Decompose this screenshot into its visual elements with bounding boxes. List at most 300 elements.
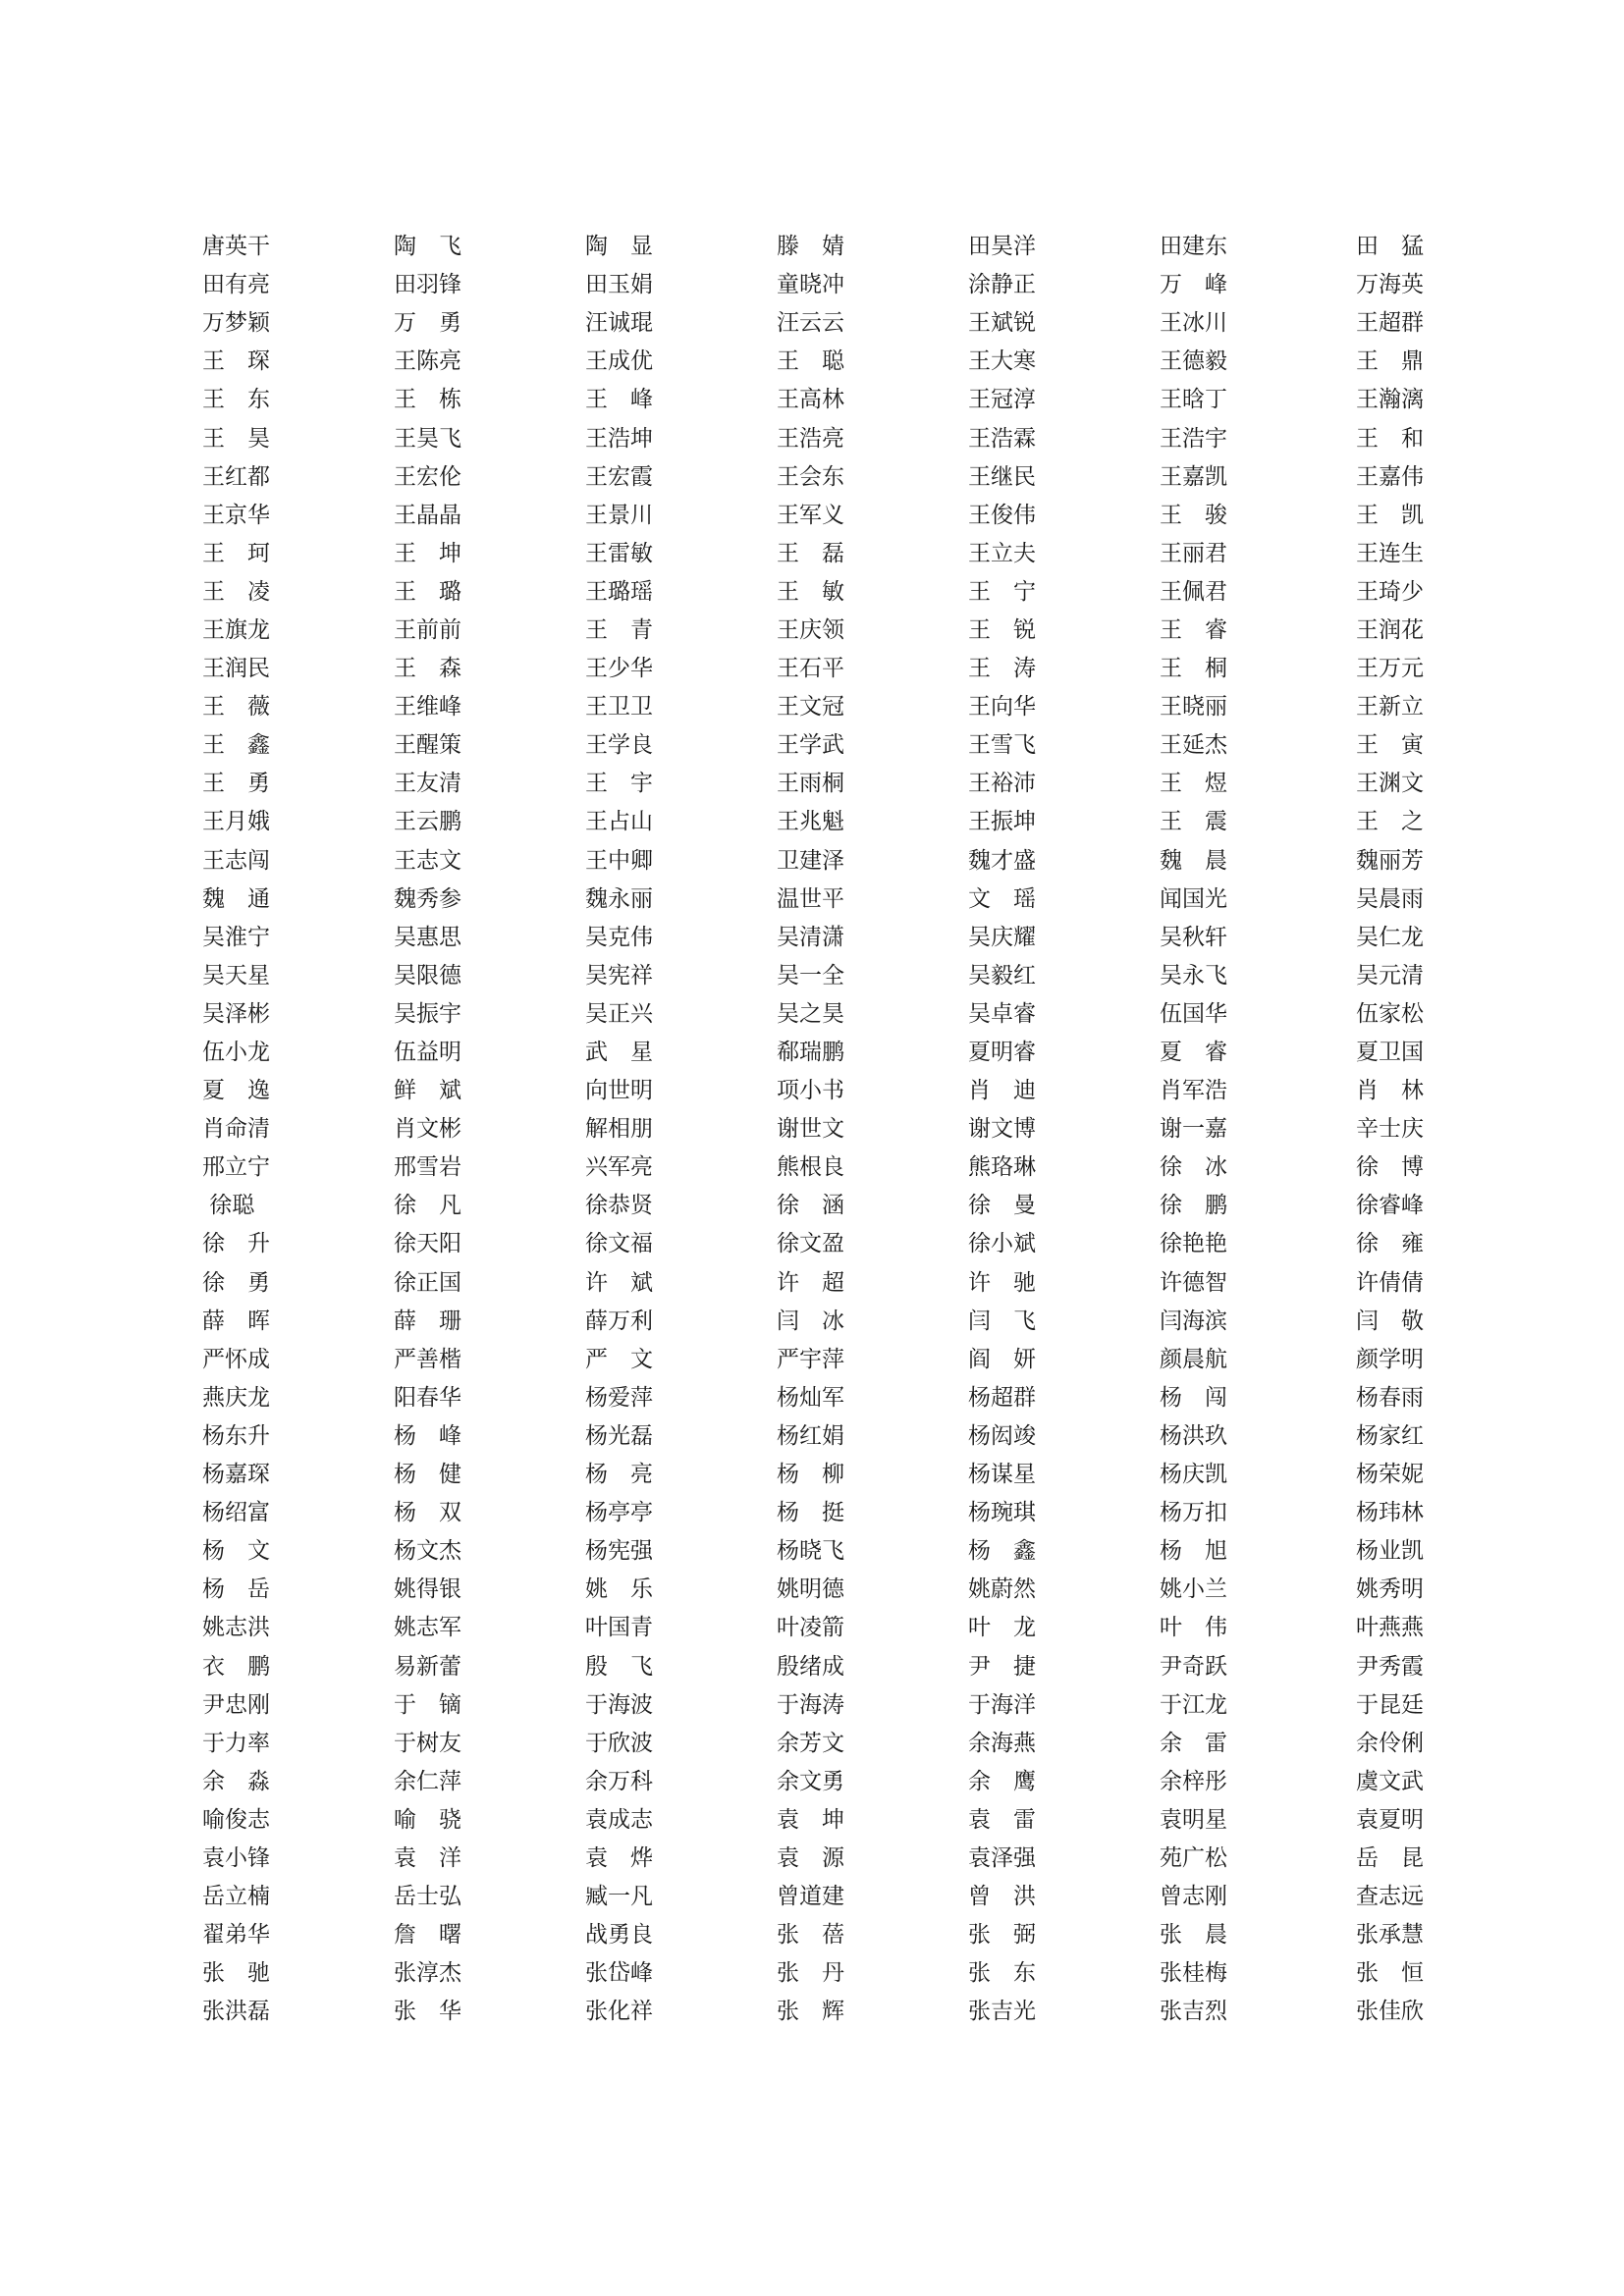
name-cell: 殷 飞 [585, 1653, 653, 1680]
name-cell: 解相朋 [585, 1116, 653, 1143]
name-cell: 王雨桐 [777, 771, 844, 797]
name-cell: 王 震 [1160, 809, 1227, 835]
name-cell: 苑广松 [1160, 1844, 1227, 1871]
name-cell: 杨家红 [1356, 1422, 1424, 1449]
name-cell: 许德智 [1160, 1269, 1227, 1296]
name-cell: 鲜 斌 [394, 1078, 461, 1104]
name-cell: 王雪飞 [968, 732, 1036, 759]
name-cell: 王宏伦 [394, 463, 461, 490]
name-cell: 王京华 [202, 502, 270, 528]
name-cell: 叶燕燕 [1356, 1615, 1424, 1641]
name-cell: 余海燕 [968, 1730, 1036, 1756]
name-cell: 王 薇 [202, 694, 270, 721]
name-cell: 徐恭贤 [585, 1193, 653, 1219]
name-cell: 徐睿峰 [1356, 1193, 1424, 1219]
name-cell: 杨亭亭 [585, 1500, 653, 1526]
name-cell: 王 磊 [777, 540, 844, 566]
name-cell: 于树友 [394, 1730, 461, 1756]
name-cell: 余梓彤 [1160, 1768, 1227, 1794]
name-cell: 王浩亮 [777, 425, 844, 452]
name-cell: 王 聪 [777, 348, 844, 375]
name-cell: 王 栋 [394, 387, 461, 413]
name-cell: 王 桐 [1160, 656, 1227, 682]
name-cell: 吴泽彬 [202, 1000, 270, 1027]
name-cell: 张岱峰 [585, 1960, 653, 1987]
name-cell: 王万元 [1356, 656, 1424, 682]
name-cell: 肖军浩 [1160, 1078, 1227, 1104]
name-cell: 肖文彬 [394, 1116, 461, 1143]
name-cell: 袁 烨 [585, 1844, 653, 1871]
name-cell: 袁小锋 [202, 1844, 270, 1871]
name-cell: 严 文 [585, 1346, 653, 1372]
name-cell: 王向华 [968, 694, 1036, 721]
name-row [202, 1456, 1430, 1494]
name-cell: 王志文 [394, 847, 461, 874]
name-cell: 王 东 [202, 387, 270, 413]
name-cell: 王晓丽 [1160, 694, 1227, 721]
name-cell: 徐 曼 [968, 1193, 1036, 1219]
name-cell: 王昊飞 [394, 425, 461, 452]
name-cell: 王 鼎 [1356, 348, 1424, 375]
name-row [202, 1725, 1430, 1763]
name-row [202, 1954, 1430, 1993]
name-cell: 姚 乐 [585, 1576, 653, 1603]
name-cell: 徐聪 [202, 1193, 255, 1219]
name-row [202, 1801, 1430, 1840]
name-cell: 王高林 [777, 387, 844, 413]
name-cell: 王继民 [968, 463, 1036, 490]
name-cell: 吴之昊 [777, 1000, 844, 1027]
name-cell: 王连生 [1356, 540, 1424, 566]
name-cell: 袁夏明 [1356, 1806, 1424, 1833]
name-cell: 阳春华 [394, 1384, 461, 1411]
name-row [202, 957, 1430, 995]
name-cell: 王 森 [394, 656, 461, 682]
name-cell: 叶凌箭 [777, 1615, 844, 1641]
name-cell: 余文勇 [777, 1768, 844, 1794]
name-cell: 姚明德 [777, 1576, 844, 1603]
name-cell: 伍家松 [1356, 1000, 1424, 1027]
name-cell: 王 琛 [202, 348, 270, 375]
name-cell: 王陈亮 [394, 348, 461, 375]
name-cell: 王浩宇 [1160, 425, 1227, 452]
name-cell: 谢文博 [968, 1116, 1036, 1143]
name-cell: 陶 飞 [394, 234, 461, 260]
name-cell: 张承慧 [1356, 1922, 1424, 1949]
name-cell: 王嘉伟 [1356, 463, 1424, 490]
name-cell: 谢世文 [777, 1116, 844, 1143]
name-row [202, 419, 1430, 457]
name-cell: 吴元清 [1356, 962, 1424, 988]
name-row [202, 842, 1430, 881]
name-cell: 王旗龙 [202, 616, 270, 643]
name-cell: 卫建泽 [777, 847, 844, 874]
name-row [202, 650, 1430, 688]
name-cell: 曾志刚 [1160, 1884, 1227, 1910]
name-cell: 喻 骁 [394, 1806, 461, 1833]
name-cell: 徐小斌 [968, 1231, 1036, 1257]
name-cell: 杨万扣 [1160, 1500, 1227, 1526]
name-cell: 杨玮林 [1356, 1500, 1424, 1526]
name-cell: 翟弟华 [202, 1922, 270, 1949]
name-row [202, 458, 1430, 497]
name-row [202, 1494, 1430, 1532]
name-cell: 邢立宁 [202, 1154, 270, 1181]
name-row [202, 1303, 1430, 1341]
name-row [202, 343, 1430, 381]
name-cell: 袁泽强 [968, 1844, 1036, 1871]
name-cell: 王 骏 [1160, 502, 1227, 528]
name-cell: 杨庆凯 [1160, 1462, 1227, 1488]
name-cell: 王景川 [585, 502, 653, 528]
name-cell: 徐 冰 [1160, 1154, 1227, 1181]
name-row [202, 304, 1430, 343]
name-cell: 杨灿军 [777, 1384, 844, 1411]
name-cell: 田玉娟 [585, 272, 653, 298]
name-cell: 杨 鑫 [968, 1538, 1036, 1565]
name-cell: 王军义 [777, 502, 844, 528]
name-row [202, 1341, 1430, 1379]
name-cell: 王 凯 [1356, 502, 1424, 528]
name-row [202, 1571, 1430, 1609]
name-cell: 喻俊志 [202, 1806, 270, 1833]
name-cell: 温世平 [777, 885, 844, 912]
name-cell: 向世明 [585, 1078, 653, 1104]
name-cell: 杨绍富 [202, 1500, 270, 1526]
name-cell: 田羽锋 [394, 272, 461, 298]
name-cell: 张化祥 [585, 1999, 653, 2025]
name-cell: 杨光磊 [585, 1422, 653, 1449]
name-cell: 袁 雷 [968, 1806, 1036, 1833]
name-cell: 王 敏 [777, 578, 844, 605]
name-cell: 王红都 [202, 463, 270, 490]
name-row [202, 497, 1430, 535]
name-cell: 王 之 [1356, 809, 1424, 835]
name-cell: 王渊文 [1356, 771, 1424, 797]
name-row [202, 1609, 1430, 1647]
name-cell: 袁 坤 [777, 1806, 844, 1833]
name-cell: 徐 凡 [394, 1193, 461, 1219]
name-cell: 王石平 [777, 656, 844, 682]
name-cell: 吴毅红 [968, 962, 1036, 988]
name-cell: 燕庆龙 [202, 1384, 270, 1411]
name-cell: 夏 睿 [1160, 1040, 1227, 1066]
name-row [202, 1993, 1430, 2031]
name-cell: 杨 峰 [394, 1422, 461, 1449]
name-cell: 吴天星 [202, 962, 270, 988]
name-cell: 张 辉 [777, 1999, 844, 2025]
name-cell: 杨超群 [968, 1384, 1036, 1411]
name-cell: 余仁萍 [394, 1768, 461, 1794]
name-cell: 于昆廷 [1356, 1691, 1424, 1718]
name-cell: 王 坤 [394, 540, 461, 566]
name-cell: 张吉光 [968, 1999, 1036, 2025]
name-row [202, 1878, 1430, 1916]
name-cell: 张吉烈 [1160, 1999, 1227, 2025]
name-cell: 徐 雍 [1356, 1231, 1424, 1257]
name-row [202, 1264, 1430, 1303]
name-cell: 王 煜 [1160, 771, 1227, 797]
name-cell: 杨谋星 [968, 1462, 1036, 1488]
name-cell: 余万科 [585, 1768, 653, 1794]
name-cell: 吴淮宁 [202, 924, 270, 950]
name-cell: 余伶俐 [1356, 1730, 1424, 1756]
name-cell: 王云鹏 [394, 809, 461, 835]
name-cell: 颜晨航 [1160, 1346, 1227, 1372]
name-cell: 吴秋轩 [1160, 924, 1227, 950]
name-cell: 王冰川 [1160, 310, 1227, 337]
name-cell: 张 华 [394, 1999, 461, 2025]
name-cell: 闻国光 [1160, 885, 1227, 912]
name-cell: 涂静正 [968, 272, 1036, 298]
name-row [202, 1763, 1430, 1801]
name-row [202, 1187, 1430, 1225]
name-cell: 王佩君 [1160, 578, 1227, 605]
name-cell: 吴正兴 [585, 1000, 653, 1027]
name-row [202, 381, 1430, 419]
name-cell: 王 璐 [394, 578, 461, 605]
name-cell: 王延杰 [1160, 732, 1227, 759]
name-cell: 杨 岳 [202, 1576, 270, 1603]
name-cell: 徐文盈 [777, 1231, 844, 1257]
name-cell: 吴限德 [394, 962, 461, 988]
name-cell: 薛 珊 [394, 1308, 461, 1334]
name-cell: 万 峰 [1160, 272, 1227, 298]
name-cell: 王晶晶 [394, 502, 461, 528]
name-cell: 姚志洪 [202, 1615, 270, 1641]
name-cell: 虞文武 [1356, 1768, 1424, 1794]
name-cell: 叶 伟 [1160, 1615, 1227, 1641]
name-cell: 张 晨 [1160, 1922, 1227, 1949]
name-cell: 王超群 [1356, 310, 1424, 337]
name-cell: 吴卓睿 [968, 1000, 1036, 1027]
name-cell: 王 勇 [202, 771, 270, 797]
name-cell: 于海波 [585, 1691, 653, 1718]
name-cell: 于海涛 [777, 1691, 844, 1718]
name-cell: 杨 健 [394, 1462, 461, 1488]
name-cell: 叶 龙 [968, 1615, 1036, 1641]
name-row [202, 765, 1430, 803]
name-cell: 王 和 [1356, 425, 1424, 452]
name-cell: 许 超 [777, 1269, 844, 1296]
name-cell: 姚秀明 [1356, 1576, 1424, 1603]
name-cell: 万海英 [1356, 272, 1424, 298]
name-cell: 夏明睿 [968, 1040, 1036, 1066]
name-cell: 伍益明 [394, 1040, 461, 1066]
name-cell: 王 珂 [202, 540, 270, 566]
name-cell: 杨宪强 [585, 1538, 653, 1565]
name-cell: 武 星 [585, 1040, 653, 1066]
name-row [202, 1034, 1430, 1072]
name-cell: 闫 飞 [968, 1308, 1036, 1334]
name-cell: 杨嘉琛 [202, 1462, 270, 1488]
name-row [202, 919, 1430, 957]
name-cell: 杨 挺 [777, 1500, 844, 1526]
name-cell: 童晓冲 [777, 272, 844, 298]
name-cell: 张 东 [968, 1960, 1036, 1987]
name-cell: 郗瑞鹏 [777, 1040, 844, 1066]
name-cell: 袁 源 [777, 1844, 844, 1871]
name-cell: 杨晓飞 [777, 1538, 844, 1565]
name-cell: 颜学明 [1356, 1346, 1424, 1372]
name-cell: 徐 勇 [202, 1269, 270, 1296]
name-cell: 魏 晨 [1160, 847, 1227, 874]
name-cell: 伍国华 [1160, 1000, 1227, 1027]
name-cell: 王会东 [777, 463, 844, 490]
name-row [202, 535, 1430, 573]
name-cell: 王璐瑶 [585, 578, 653, 605]
name-cell: 王学武 [777, 732, 844, 759]
name-cell: 唐英干 [202, 234, 270, 260]
name-cell: 严善楷 [394, 1346, 461, 1372]
name-cell: 吴仁龙 [1356, 924, 1424, 950]
name-cell: 吴永飞 [1160, 962, 1227, 988]
name-cell: 邢雪岩 [394, 1154, 461, 1181]
name-cell: 夏卫国 [1356, 1040, 1424, 1066]
name-cell: 余 鹰 [968, 1768, 1036, 1794]
name-cell: 杨 双 [394, 1500, 461, 1526]
name-cell: 王占山 [585, 809, 653, 835]
name-cell: 王浩霖 [968, 425, 1036, 452]
name-cell: 杨东升 [202, 1422, 270, 1449]
name-cell: 吴清潇 [777, 924, 844, 950]
name-cell: 吴惠思 [394, 924, 461, 950]
name-cell: 吴宪祥 [585, 962, 653, 988]
name-row [202, 228, 1430, 266]
name-row [202, 1379, 1430, 1417]
name-cell: 项小书 [777, 1078, 844, 1104]
name-cell: 田建东 [1160, 234, 1227, 260]
name-row [202, 688, 1430, 726]
name-cell: 王成优 [585, 348, 653, 375]
name-cell: 王斌锐 [968, 310, 1036, 337]
name-cell: 杨业凯 [1356, 1538, 1424, 1565]
name-cell: 张 弼 [968, 1922, 1036, 1949]
name-cell: 严宇萍 [777, 1346, 844, 1372]
name-cell: 魏丽芳 [1356, 847, 1424, 874]
name-row [202, 995, 1430, 1034]
name-cell: 王瀚漓 [1356, 387, 1424, 413]
name-cell: 杨 旭 [1160, 1538, 1227, 1565]
name-cell: 姚志军 [394, 1615, 461, 1641]
name-cell: 田 猛 [1356, 234, 1424, 260]
name-cell: 王 凌 [202, 578, 270, 605]
name-cell: 熊根良 [777, 1154, 844, 1181]
name-cell: 杨荣妮 [1356, 1462, 1424, 1488]
name-cell: 岳立楠 [202, 1884, 270, 1910]
name-cell: 衣 鹏 [202, 1653, 270, 1680]
name-cell: 王学良 [585, 732, 653, 759]
name-cell: 杨红娟 [777, 1422, 844, 1449]
name-cell: 汪诚琨 [585, 310, 653, 337]
name-cell: 肖 林 [1356, 1078, 1424, 1104]
name-cell: 余芳文 [777, 1730, 844, 1756]
name-cell: 辛士庆 [1356, 1116, 1424, 1143]
name-cell: 王德毅 [1160, 348, 1227, 375]
name-cell: 王立夫 [968, 540, 1036, 566]
name-cell: 查志远 [1356, 1884, 1424, 1910]
name-cell: 王志闯 [202, 847, 270, 874]
name-row [202, 1110, 1430, 1148]
name-cell: 吴振宇 [394, 1000, 461, 1027]
name-cell: 王琦少 [1356, 578, 1424, 605]
name-cell: 伍小龙 [202, 1040, 270, 1066]
name-cell: 闫 冰 [777, 1308, 844, 1334]
name-cell: 魏才盛 [968, 847, 1036, 874]
name-cell: 万梦颖 [202, 310, 270, 337]
name-cell: 于江龙 [1160, 1691, 1227, 1718]
name-cell: 余 雷 [1160, 1730, 1227, 1756]
name-cell: 吴一全 [777, 962, 844, 988]
name-cell: 王 宇 [585, 771, 653, 797]
name-cell: 于欣波 [585, 1730, 653, 1756]
name-cell: 尹秀霞 [1356, 1653, 1424, 1680]
name-cell: 万 勇 [394, 310, 461, 337]
name-cell: 徐 升 [202, 1231, 270, 1257]
name-cell: 王卫卫 [585, 694, 653, 721]
name-cell: 王 涛 [968, 656, 1036, 682]
name-cell: 王俊伟 [968, 502, 1036, 528]
name-row [202, 1148, 1430, 1187]
name-row [202, 1686, 1430, 1725]
name-cell: 徐 涵 [777, 1193, 844, 1219]
name-row [202, 1072, 1430, 1110]
name-cell: 王 宁 [968, 578, 1036, 605]
name-cell: 王 青 [585, 616, 653, 643]
name-row [202, 1916, 1430, 1954]
name-cell: 张 驰 [202, 1960, 270, 1987]
name-cell: 张 恒 [1356, 1960, 1424, 1987]
name-cell: 王裕沛 [968, 771, 1036, 797]
name-cell: 王宏霞 [585, 463, 653, 490]
name-cell: 肖 迪 [968, 1078, 1036, 1104]
name-cell: 王浩坤 [585, 425, 653, 452]
name-cell: 肖命清 [202, 1116, 270, 1143]
name-cell: 袁成志 [585, 1806, 653, 1833]
name-cell: 田有亮 [202, 272, 270, 298]
name-cell: 魏 通 [202, 885, 270, 912]
name-cell: 张淳杰 [394, 1960, 461, 1987]
name-cell: 尹忠刚 [202, 1691, 270, 1718]
name-cell: 徐 鹏 [1160, 1193, 1227, 1219]
name-cell: 曾 洪 [968, 1884, 1036, 1910]
name-cell: 张洪磊 [202, 1999, 270, 2025]
name-cell: 闫海滨 [1160, 1308, 1227, 1334]
name-cell: 姚小兰 [1160, 1576, 1227, 1603]
name-cell: 文 瑶 [968, 885, 1036, 912]
name-list [202, 228, 1430, 2031]
name-cell: 尹奇跃 [1160, 1653, 1227, 1680]
name-row [202, 266, 1430, 304]
name-cell: 徐正国 [394, 1269, 461, 1296]
name-row [202, 726, 1430, 765]
name-cell: 曾道建 [777, 1884, 844, 1910]
name-cell: 杨闳竣 [968, 1422, 1036, 1449]
name-cell: 田昊洋 [968, 234, 1036, 260]
name-cell: 王冠淳 [968, 387, 1036, 413]
name-cell: 王维峰 [394, 694, 461, 721]
name-cell: 尹 捷 [968, 1653, 1036, 1680]
name-cell: 徐天阳 [394, 1231, 461, 1257]
name-cell: 王新立 [1356, 694, 1424, 721]
name-cell: 王前前 [394, 616, 461, 643]
name-cell: 王醒策 [394, 732, 461, 759]
name-cell: 张佳欣 [1356, 1999, 1424, 2025]
name-cell: 殷绪成 [777, 1653, 844, 1680]
name-cell: 王丽君 [1160, 540, 1227, 566]
name-cell: 于 镝 [394, 1691, 461, 1718]
name-cell: 王 锐 [968, 616, 1036, 643]
